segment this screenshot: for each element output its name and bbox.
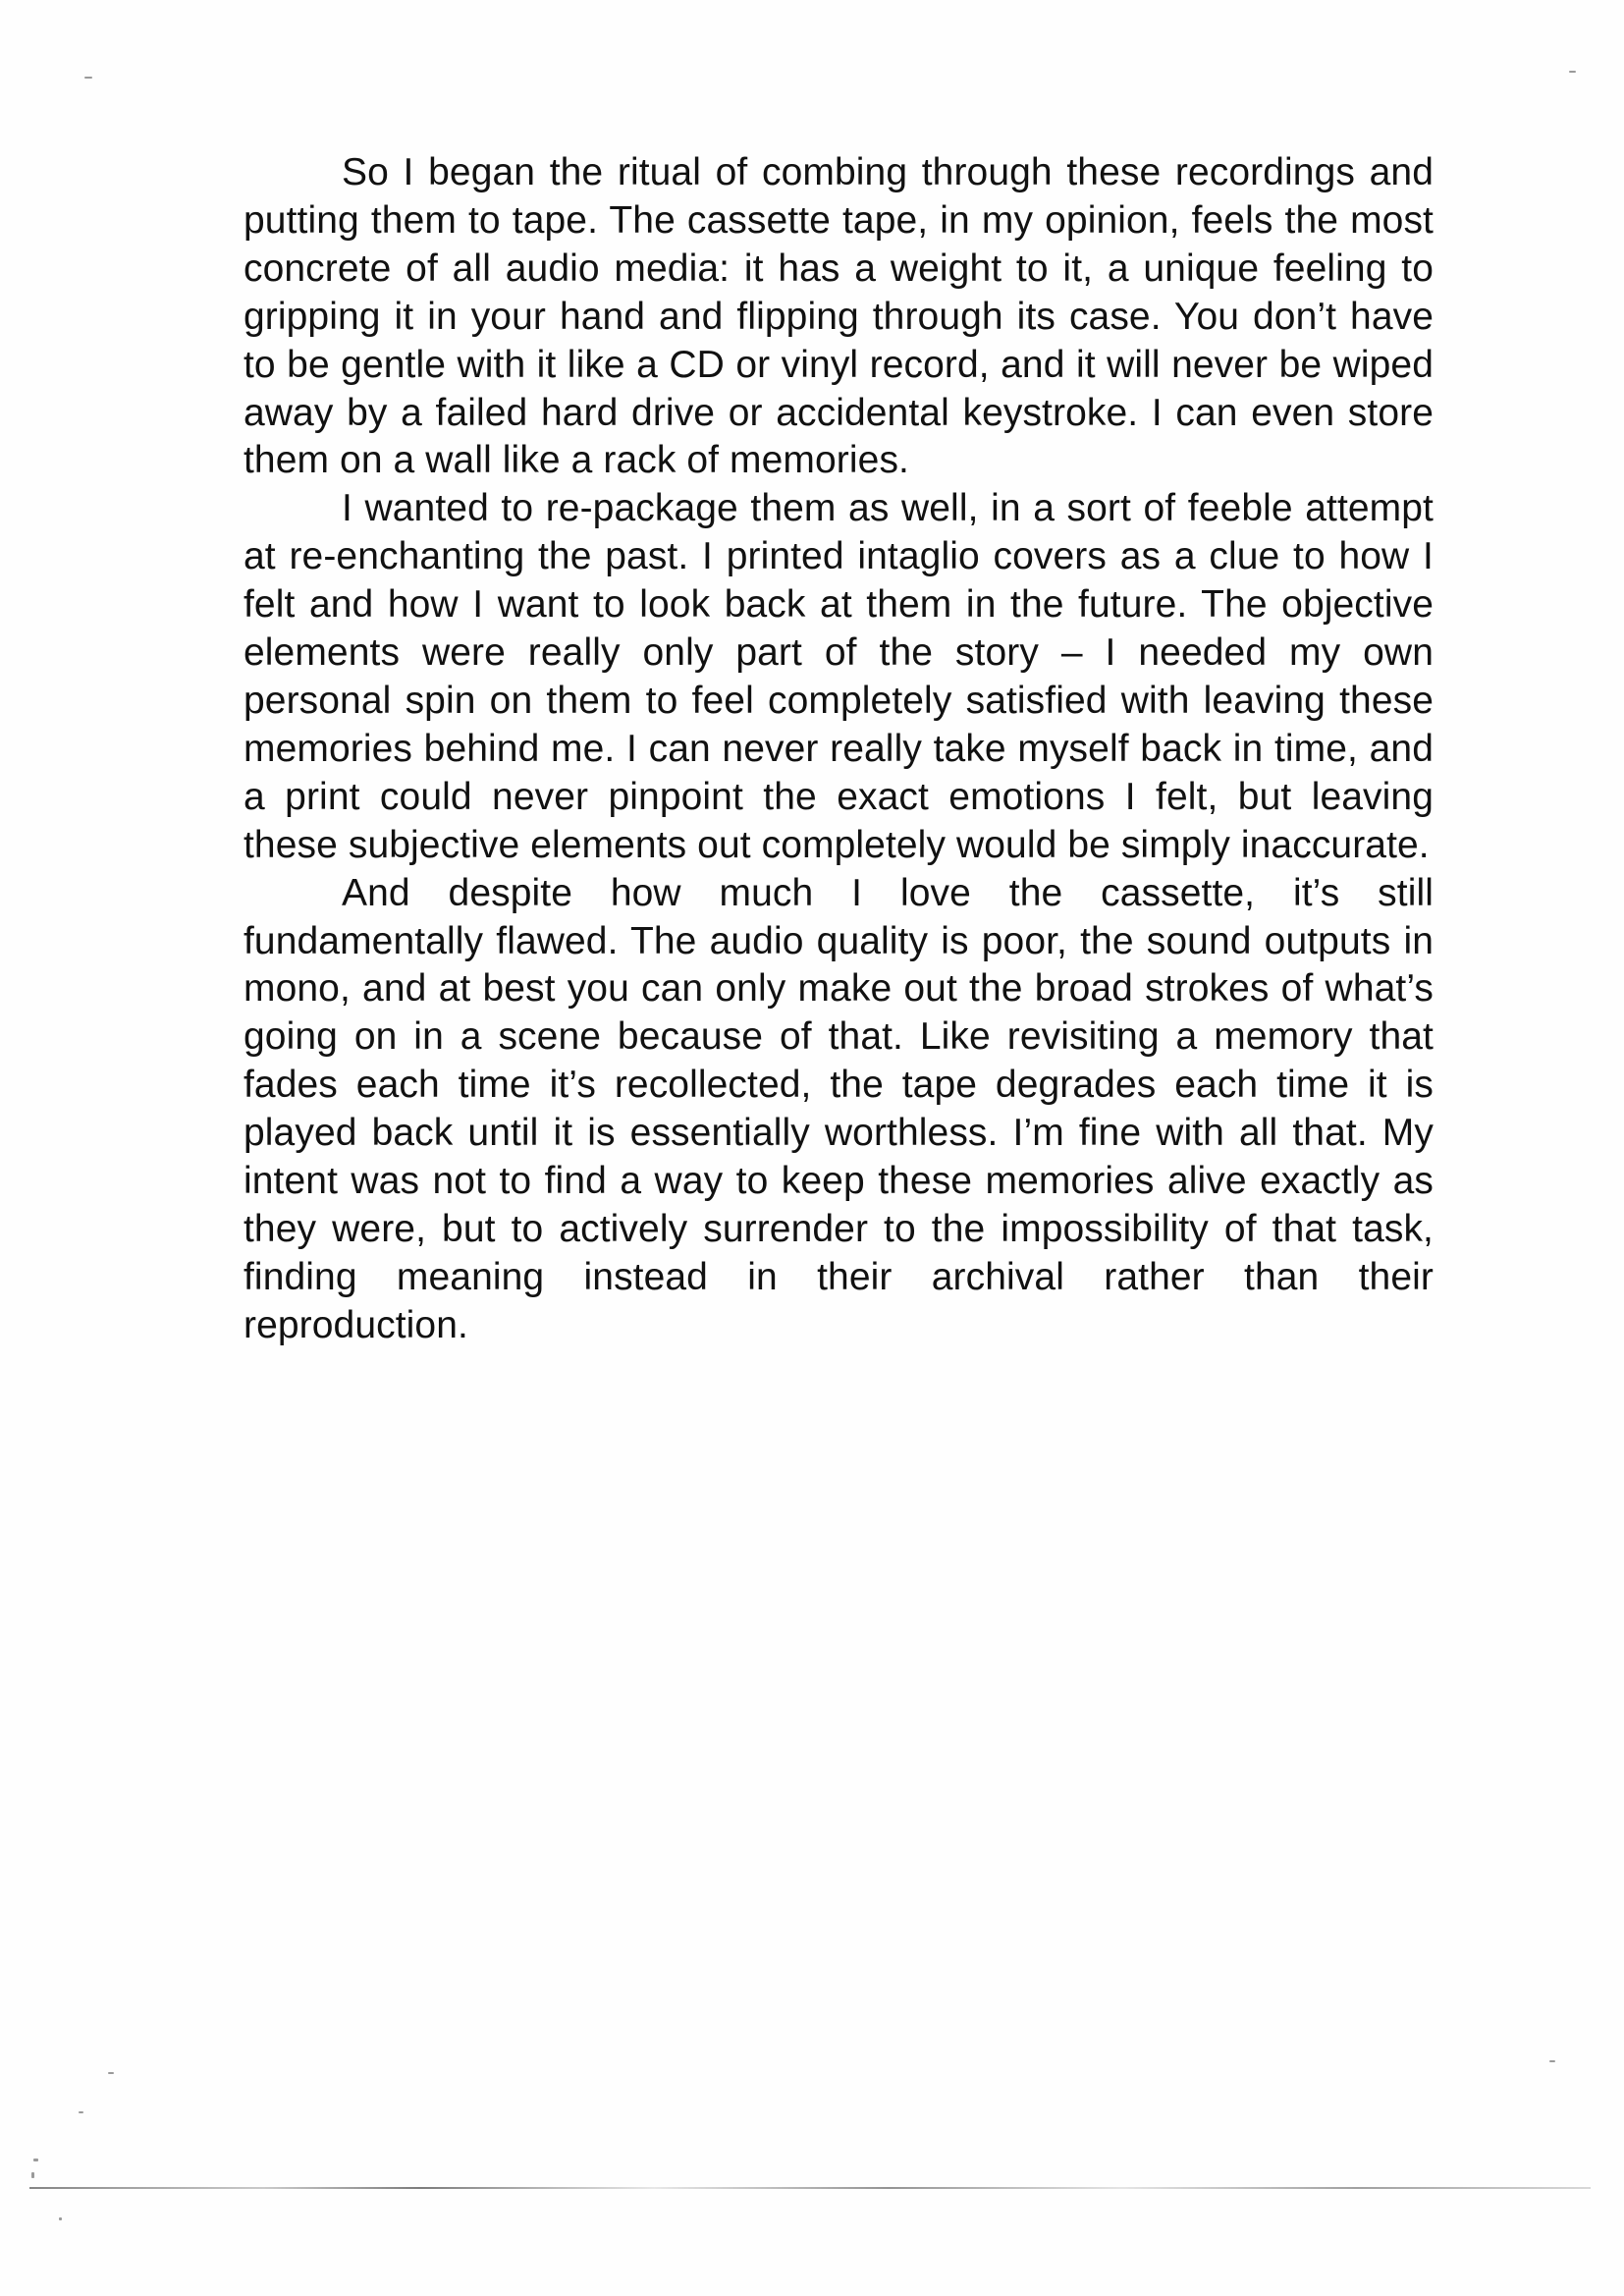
paragraph: I wanted to re-package them as well, in a sort of feeble attempt at re-enchanting the past. I printed intaglio covers as a clue to how I felt and how I want to look back at them in the future. The objective elements were really only part of the story – I needed my own personal spin on them to feel completely satisfied with leaving these memories behind me. I can never really take myself back in time, and a print could never pinpoint the exact emotions I felt, but leaving these subjective elements out completely would be simply inaccurate. bbox=[244, 487, 1434, 866]
scan-speck bbox=[59, 2217, 62, 2220]
scan-speck bbox=[1549, 2060, 1555, 2062]
scan-speck bbox=[33, 2159, 38, 2161]
body-text bbox=[244, 149, 1434, 1350]
scan-speck bbox=[108, 2072, 114, 2074]
paragraph: And despite how much I love the cassette, it’s still fundamentally flawed. The audio quality is poor, the sound outputs in mono, and at best you can only make out the broad strokes of what’s going on in a scene because of that. Like revisiting a memory that fades each time it’s recollected, the tape degrades each time it is played back until it is essentially worthless. I’m fine with all that. My intent was not to find a way to keep these memories alive exactly as they were, but to actively surrender to the impossibility of that task, finding meaning instead in their archival rather than their reproduction. bbox=[244, 871, 1434, 1346]
scan-edge-line bbox=[29, 2187, 1591, 2189]
scan-speck bbox=[79, 2111, 83, 2113]
scan-speck bbox=[31, 2172, 34, 2178]
scan-speck bbox=[84, 77, 92, 79]
scan-speck bbox=[1569, 71, 1576, 73]
paragraph: So I began the ritual of combing through these recordings and putting them to tape. The cassette tape, in my opinion, feels the most concrete of all audio media: it has a weight to it, a unique feeling to gripping it in your hand and flipping through its case. You don’t have to be gentle with it like a CD or vinyl record, and it will never be wiped away by a failed hard drive or accidental keystroke. I can even store them on a wall like a rack of memories. bbox=[244, 151, 1434, 482]
